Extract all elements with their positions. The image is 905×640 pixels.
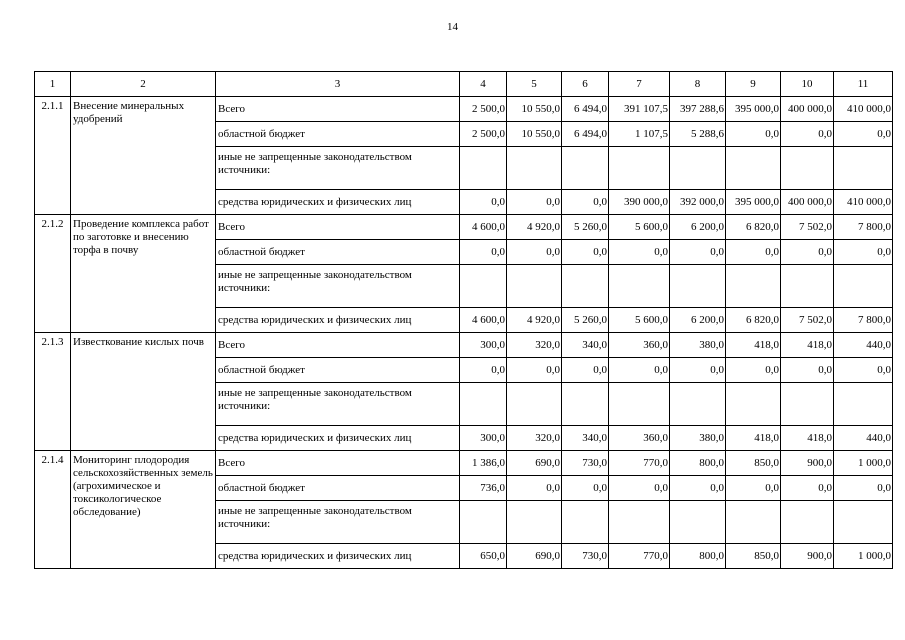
- amount-cell: [609, 383, 670, 426]
- amount-cell: 0,0: [726, 122, 781, 147]
- amount-cell: 0,0: [507, 190, 562, 215]
- amount-cell: 0,0: [562, 358, 609, 383]
- amount-cell: 5 600,0: [609, 215, 670, 240]
- amount-cell: 395 000,0: [726, 190, 781, 215]
- amount-cell: 800,0: [670, 451, 726, 476]
- amount-cell: 900,0: [781, 451, 834, 476]
- amount-cell: 0,0: [834, 240, 893, 265]
- amount-cell: [507, 383, 562, 426]
- funding-source-label: областной бюджет: [216, 358, 460, 383]
- amount-cell: 5 260,0: [562, 215, 609, 240]
- row-total: [35, 215, 893, 240]
- column-number-cell: 7: [609, 72, 670, 97]
- amount-cell: [460, 501, 507, 544]
- amount-cell: 440,0: [834, 333, 893, 358]
- amount-cell: 4 920,0: [507, 215, 562, 240]
- item-name: Мониторинг плодородия сельскохозяйственных земель (агрохимическое и токсикологическое обследование): [71, 451, 216, 569]
- amount-cell: 6 494,0: [562, 97, 609, 122]
- amount-cell: 380,0: [670, 426, 726, 451]
- amount-cell: 0,0: [726, 476, 781, 501]
- amount-cell: 380,0: [670, 333, 726, 358]
- amount-cell: 400 000,0: [781, 190, 834, 215]
- item-name: Проведение комплекса работ по заготовке и внесению торфа в почву: [71, 215, 216, 333]
- row-total: [35, 451, 893, 476]
- column-number-row: [35, 72, 893, 97]
- amount-cell: 4 600,0: [460, 215, 507, 240]
- funding-source-label: областной бюджет: [216, 240, 460, 265]
- amount-cell: 0,0: [460, 358, 507, 383]
- item-code: 2.1.4: [35, 451, 71, 569]
- amount-cell: 0,0: [726, 240, 781, 265]
- funding-source-label: средства юридических и физических лиц: [216, 190, 460, 215]
- amount-cell: [460, 265, 507, 308]
- amount-cell: [834, 383, 893, 426]
- amount-cell: 0,0: [781, 358, 834, 383]
- amount-cell: [562, 501, 609, 544]
- amount-cell: 0,0: [781, 240, 834, 265]
- funding-source-label: Всего: [216, 451, 460, 476]
- amount-cell: 1 107,5: [609, 122, 670, 147]
- column-number-cell: 6: [562, 72, 609, 97]
- amount-cell: 360,0: [609, 333, 670, 358]
- amount-cell: [781, 147, 834, 190]
- page-number: 14: [447, 21, 458, 33]
- amount-cell: 770,0: [609, 451, 670, 476]
- amount-cell: 7 502,0: [781, 308, 834, 333]
- amount-cell: 690,0: [507, 544, 562, 569]
- funding-source-label: иные не запрещенные законодательством источники:: [216, 147, 460, 190]
- amount-cell: 410 000,0: [834, 190, 893, 215]
- amount-cell: [781, 501, 834, 544]
- amount-cell: 4 600,0: [460, 308, 507, 333]
- funding-source-label: Всего: [216, 97, 460, 122]
- amount-cell: 391 107,5: [609, 97, 670, 122]
- amount-cell: 0,0: [562, 240, 609, 265]
- amount-cell: [562, 265, 609, 308]
- amount-cell: 1 386,0: [460, 451, 507, 476]
- amount-cell: [609, 147, 670, 190]
- amount-cell: 0,0: [460, 240, 507, 265]
- item-name: Известкование кислых почв: [71, 333, 216, 451]
- amount-cell: [834, 265, 893, 308]
- amount-cell: 0,0: [781, 122, 834, 147]
- budget-table: [34, 71, 893, 569]
- amount-cell: 690,0: [507, 451, 562, 476]
- column-number-cell: 11: [834, 72, 893, 97]
- amount-cell: 0,0: [507, 358, 562, 383]
- amount-cell: 0,0: [834, 476, 893, 501]
- amount-cell: 6 494,0: [562, 122, 609, 147]
- amount-cell: [609, 265, 670, 308]
- amount-cell: 900,0: [781, 544, 834, 569]
- amount-cell: 0,0: [609, 358, 670, 383]
- amount-cell: 6 820,0: [726, 308, 781, 333]
- funding-source-label: иные не запрещенные законодательством источники:: [216, 383, 460, 426]
- funding-source-label: средства юридических и физических лиц: [216, 308, 460, 333]
- amount-cell: [834, 501, 893, 544]
- amount-cell: 5 260,0: [562, 308, 609, 333]
- amount-cell: 0,0: [507, 240, 562, 265]
- row-total: [35, 333, 893, 358]
- amount-cell: 0,0: [609, 240, 670, 265]
- amount-cell: 770,0: [609, 544, 670, 569]
- item-code: 2.1.3: [35, 333, 71, 451]
- amount-cell: 0,0: [460, 190, 507, 215]
- amount-cell: 418,0: [781, 426, 834, 451]
- amount-cell: [670, 265, 726, 308]
- amount-cell: 397 288,6: [670, 97, 726, 122]
- column-number-cell: 8: [670, 72, 726, 97]
- amount-cell: 392 000,0: [670, 190, 726, 215]
- amount-cell: 7 502,0: [781, 215, 834, 240]
- amount-cell: 800,0: [670, 544, 726, 569]
- amount-cell: 0,0: [670, 240, 726, 265]
- amount-cell: 0,0: [726, 358, 781, 383]
- amount-cell: 730,0: [562, 544, 609, 569]
- column-number-cell: 1: [35, 72, 71, 97]
- amount-cell: [670, 147, 726, 190]
- amount-cell: [726, 147, 781, 190]
- amount-cell: 6 200,0: [670, 308, 726, 333]
- funding-source-label: средства юридических и физических лиц: [216, 426, 460, 451]
- amount-cell: 300,0: [460, 426, 507, 451]
- amount-cell: [670, 501, 726, 544]
- amount-cell: 6 200,0: [670, 215, 726, 240]
- amount-cell: [726, 501, 781, 544]
- amount-cell: 850,0: [726, 451, 781, 476]
- amount-cell: 0,0: [834, 122, 893, 147]
- amount-cell: 1 000,0: [834, 544, 893, 569]
- amount-cell: [781, 383, 834, 426]
- item-code: 2.1.2: [35, 215, 71, 333]
- column-number-cell: 4: [460, 72, 507, 97]
- funding-source-label: иные не запрещенные законодательством источники:: [216, 265, 460, 308]
- amount-cell: 10 550,0: [507, 122, 562, 147]
- amount-cell: 418,0: [781, 333, 834, 358]
- amount-cell: [609, 501, 670, 544]
- funding-source-label: средства юридических и физических лиц: [216, 544, 460, 569]
- funding-source-label: Всего: [216, 333, 460, 358]
- amount-cell: 418,0: [726, 333, 781, 358]
- amount-cell: 340,0: [562, 426, 609, 451]
- amount-cell: 390 000,0: [609, 190, 670, 215]
- amount-cell: [562, 147, 609, 190]
- amount-cell: [781, 265, 834, 308]
- column-number-cell: 5: [507, 72, 562, 97]
- funding-source-label: Всего: [216, 215, 460, 240]
- amount-cell: [670, 383, 726, 426]
- amount-cell: [507, 265, 562, 308]
- amount-cell: 0,0: [562, 476, 609, 501]
- amount-cell: 0,0: [507, 476, 562, 501]
- amount-cell: 10 550,0: [507, 97, 562, 122]
- amount-cell: 0,0: [781, 476, 834, 501]
- amount-cell: 320,0: [507, 426, 562, 451]
- column-number-cell: 9: [726, 72, 781, 97]
- amount-cell: 0,0: [670, 358, 726, 383]
- amount-cell: 395 000,0: [726, 97, 781, 122]
- amount-cell: 0,0: [562, 190, 609, 215]
- amount-cell: 650,0: [460, 544, 507, 569]
- amount-cell: 400 000,0: [781, 97, 834, 122]
- amount-cell: 0,0: [609, 476, 670, 501]
- amount-cell: [726, 383, 781, 426]
- amount-cell: 1 000,0: [834, 451, 893, 476]
- amount-cell: 730,0: [562, 451, 609, 476]
- funding-source-label: областной бюджет: [216, 476, 460, 501]
- row-total: [35, 97, 893, 122]
- amount-cell: 440,0: [834, 426, 893, 451]
- amount-cell: [562, 383, 609, 426]
- amount-cell: 7 800,0: [834, 215, 893, 240]
- amount-cell: 410 000,0: [834, 97, 893, 122]
- amount-cell: 300,0: [460, 333, 507, 358]
- amount-cell: 5 600,0: [609, 308, 670, 333]
- amount-cell: [460, 147, 507, 190]
- amount-cell: 4 920,0: [507, 308, 562, 333]
- funding-source-label: областной бюджет: [216, 122, 460, 147]
- amount-cell: [834, 147, 893, 190]
- amount-cell: 5 288,6: [670, 122, 726, 147]
- amount-cell: 0,0: [670, 476, 726, 501]
- amount-cell: [460, 383, 507, 426]
- amount-cell: [507, 147, 562, 190]
- amount-cell: 418,0: [726, 426, 781, 451]
- amount-cell: 360,0: [609, 426, 670, 451]
- column-number-cell: 3: [216, 72, 460, 97]
- amount-cell: 2 500,0: [460, 122, 507, 147]
- amount-cell: 7 800,0: [834, 308, 893, 333]
- amount-cell: 736,0: [460, 476, 507, 501]
- amount-cell: 320,0: [507, 333, 562, 358]
- amount-cell: 340,0: [562, 333, 609, 358]
- amount-cell: [507, 501, 562, 544]
- amount-cell: [726, 265, 781, 308]
- item-code: 2.1.1: [35, 97, 71, 215]
- amount-cell: 0,0: [834, 358, 893, 383]
- column-number-cell: 2: [71, 72, 216, 97]
- funding-source-label: иные не запрещенные законодательством источники:: [216, 501, 460, 544]
- amount-cell: 850,0: [726, 544, 781, 569]
- amount-cell: 2 500,0: [460, 97, 507, 122]
- column-number-cell: 10: [781, 72, 834, 97]
- amount-cell: 6 820,0: [726, 215, 781, 240]
- item-name: Внесение минеральных удобрений: [71, 97, 216, 215]
